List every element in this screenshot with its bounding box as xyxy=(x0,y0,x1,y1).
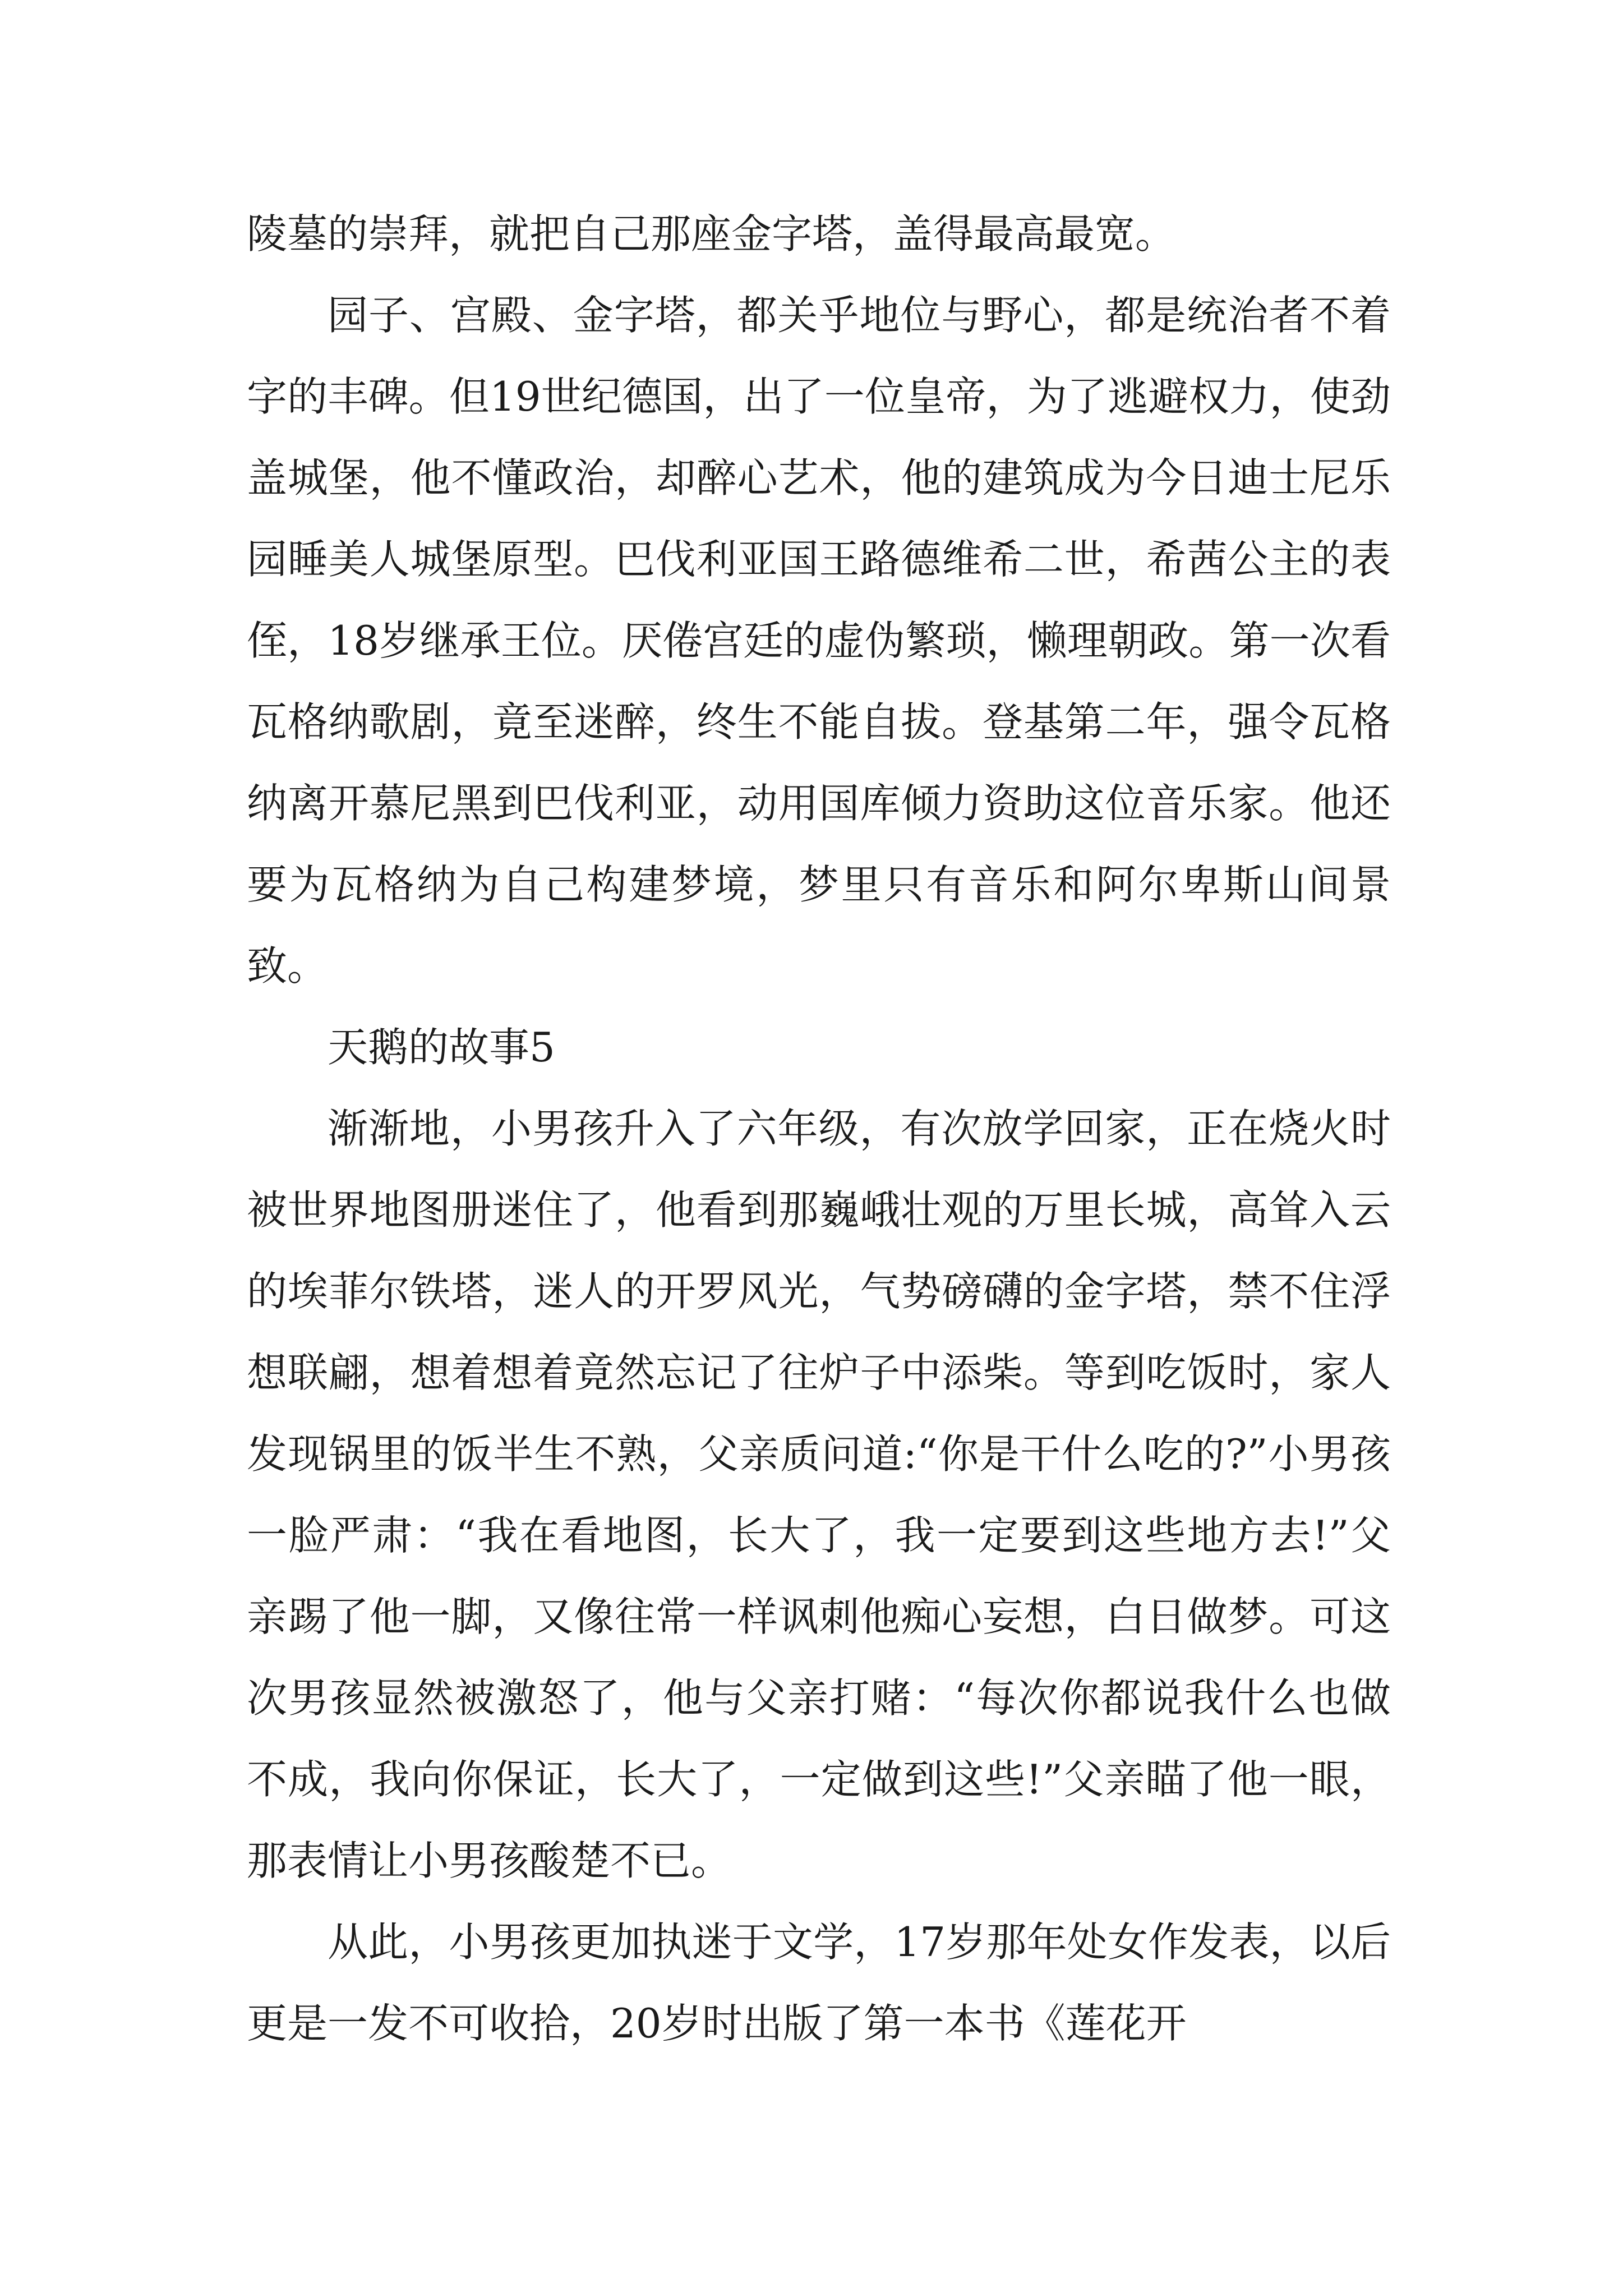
paragraph-boy-map: 渐渐地，小男孩升入了六年级，有次放学回家，正在烧火时被世界地图册迷住了，他看到那巍峨壮观的万里长城，高耸入云的埃菲尔铁塔，迷人的开罗风光，气势磅礴的金字塔，禁不住浮想联翩，想着想着竟然忘记了往炉子中添柴。等到吃饭时，家人发现锅里的饭半生不熟，父亲质问道:“你是干什么吃的?”小男孩一脸严肃：“我在看地图，长大了，我一定要到这些地方去!”父亲踢了他一脚，又像往常一样讽刺他痴心妄想，白日做梦。可这次男孩显然被激怒了，他与父亲打赌：“每次你都说我什么也做不成，我向你保证，长大了，一定做到这些!”父亲瞄了他一眼，那表情让小男孩酸楚不已。 xyxy=(247,1105,1391,1884)
paragraph-literature: 从此，小男孩更加执迷于文学，17岁那年处女作发表，以后更是一发不可收拾，20岁时出版了第一本书《莲花开 xyxy=(247,1918,1391,2047)
paragraph-pyramid-ending: 陵墓的崇拜，就把自己那座金字塔，盖得最高最宽。 xyxy=(247,210,1176,257)
document-body xyxy=(247,194,1391,2064)
paragraph-ludwig: 园子、宫殿、金字塔，都关乎地位与野心，都是统治者不着字的丰碑。但19世纪德国，出了一位皇帝，为了逃避权力，使劲盖城堡，他不懂政治，却醉心艺术，他的建筑成为今日迪士尼乐园睡美人城堡原型。巴伐利亚国王路德维希二世，希茜公主的表侄，18岁继承王位。厌倦宫廷的虚伪繁琐，懒理朝政。第一次看瓦格纳歌剧，竟至迷醉，终生不能自拔。登基第二年，强令瓦格纳离开慕尼黑到巴伐利亚，动用国库倾力资助这位音乐家。他还要为瓦格纳为自己构建梦境，梦里只有音乐和阿尔卑斯山间景致。 xyxy=(247,292,1391,990)
section-heading: 天鹅的故事5 xyxy=(328,1024,555,1071)
